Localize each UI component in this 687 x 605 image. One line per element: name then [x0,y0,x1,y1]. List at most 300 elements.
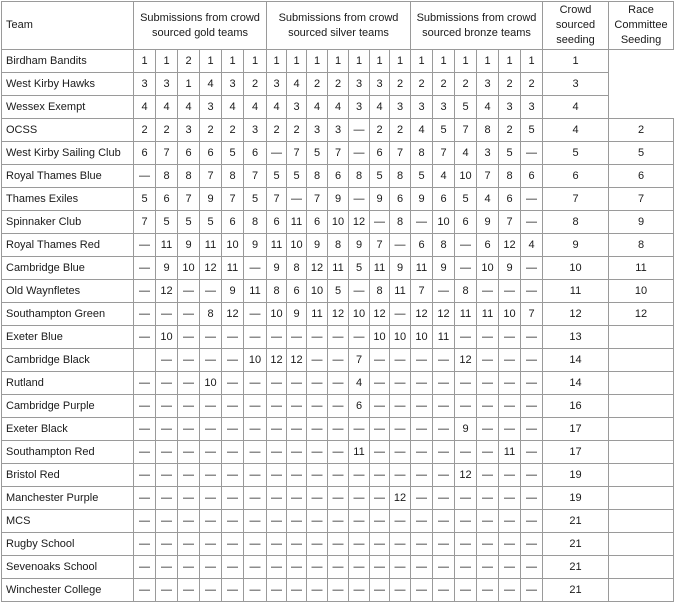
bronze-submission-cell: — [455,257,477,280]
bronze-submission-cell: — [455,441,477,464]
silver-submission-cell: — [390,372,411,395]
bronze-submission-cell: — [455,395,477,418]
bronze-submission-cell: — [411,533,433,556]
gold-submission-cell: — [156,579,178,602]
bronze-submission-cell: — [411,418,433,441]
race-committee-seeding-cell: 12 [609,303,674,326]
bronze-submission-cell: — [521,441,543,464]
bronze-submission-cell: — [477,372,499,395]
gold-submission-cell: — [244,579,267,602]
silver-submission-cell: 7 [349,349,370,372]
silver-submission-cell: 9 [370,188,390,211]
silver-submission-cell: — [307,326,328,349]
bronze-submission-cell: — [521,372,543,395]
bronze-submission-cell: — [521,211,543,234]
bronze-submission-cell: — [433,487,455,510]
race-committee-seeding-cell [609,556,674,579]
silver-submission-cell: 2 [370,119,390,142]
gold-submission-cell: — [200,418,222,441]
silver-submission-cell: — [328,487,349,510]
silver-submission-cell: — [390,533,411,556]
silver-submission-cell: — [390,349,411,372]
gold-submission-cell: — [222,533,244,556]
gold-submission-cell: — [244,441,267,464]
gold-submission-cell: — [178,487,200,510]
gold-submission-cell: — [200,487,222,510]
bronze-submission-cell: 5 [455,188,477,211]
gold-submission-cell: 1 [156,50,178,73]
bronze-submission-cell: 7 [455,119,477,142]
bronze-submission-cell: 1 [455,50,477,73]
silver-submission-cell: — [349,533,370,556]
gold-submission-cell: — [178,418,200,441]
gold-submission-cell: — [200,395,222,418]
gold-submission-cell: — [134,326,156,349]
race-committee-seeding-cell: 6 [609,165,674,188]
silver-submission-cell: — [349,487,370,510]
crowd-seeding-cell: 14 [543,372,609,395]
silver-submission-cell: — [267,372,287,395]
gold-submission-cell: — [156,556,178,579]
silver-submission-cell: — [307,533,328,556]
bronze-submission-cell: 10 [455,165,477,188]
gold-submission-cell: — [244,556,267,579]
silver-submission-cell: 9 [267,257,287,280]
team-name-cell: Exeter Black [2,418,134,441]
gold-submission-cell: 4 [178,96,200,119]
bronze-submission-cell: 4 [477,188,499,211]
bronze-submission-cell: — [433,441,455,464]
silver-submission-cell: — [349,464,370,487]
silver-submission-cell: 12 [370,303,390,326]
bronze-submission-cell: 5 [411,165,433,188]
bronze-submission-cell: — [521,326,543,349]
silver-submission-cell: 10 [267,303,287,326]
silver-submission-cell: — [307,349,328,372]
bronze-submission-cell: — [433,464,455,487]
bronze-submission-cell: — [521,464,543,487]
gold-submission-cell: — [178,280,200,303]
table-row [2,96,674,119]
bronze-submission-cell: — [521,533,543,556]
bronze-submission-cell: 8 [411,142,433,165]
table-row [2,165,674,188]
crowd-seeding-cell: 7 [543,188,609,211]
race-committee-seeding-cell [609,395,674,418]
gold-submission-cell: 7 [200,165,222,188]
bronze-submission-cell: — [521,188,543,211]
gold-submission-cell: 6 [222,211,244,234]
crowd-seeding-cell: 16 [543,395,609,418]
gold-submission-cell: — [200,349,222,372]
team-name-cell: Southampton Green [2,303,134,326]
bronze-submission-cell: 5 [499,142,521,165]
bronze-submission-cell: 8 [433,234,455,257]
race-committee-seeding-cell: 9 [609,211,674,234]
team-name-cell: Wessex Exempt [2,96,134,119]
silver-submission-cell: 9 [287,303,307,326]
silver-submission-cell: 3 [287,96,307,119]
gold-submission-cell: 4 [134,96,156,119]
silver-submission-cell: — [287,395,307,418]
gold-submission-cell: 11 [222,257,244,280]
gold-submission-cell: — [156,533,178,556]
bronze-submission-cell: 11 [411,257,433,280]
bronze-submission-cell: — [521,556,543,579]
bronze-submission-cell: — [455,533,477,556]
bronze-submission-cell: — [499,487,521,510]
table-row [2,441,674,464]
crowd-seeding-cell: 17 [543,418,609,441]
gold-submission-cell: — [222,556,244,579]
gold-submission-cell: — [156,395,178,418]
silver-submission-cell: — [267,510,287,533]
bronze-submission-cell: — [477,556,499,579]
silver-submission-cell: — [287,533,307,556]
gold-submission-cell: 9 [156,257,178,280]
gold-submission-cell: — [178,372,200,395]
silver-submission-cell: — [267,464,287,487]
bronze-submission-cell: — [411,441,433,464]
race-committee-seeding-cell [609,579,674,602]
silver-submission-cell: — [390,234,411,257]
silver-submission-cell: — [370,487,390,510]
gold-submission-cell: — [178,533,200,556]
race-committee-seeding-cell [609,487,674,510]
header-row [2,2,674,50]
silver-submission-cell: — [328,533,349,556]
bronze-submission-cell: 2 [433,73,455,96]
gold-submission-cell: — [178,556,200,579]
bronze-submission-cell: 6 [411,234,433,257]
silver-submission-cell: — [349,579,370,602]
gold-submission-cell: 12 [222,303,244,326]
bronze-submission-cell: — [477,487,499,510]
table-row [2,188,674,211]
crowd-seeding-cell: 11 [543,280,609,303]
silver-submission-cell: 7 [287,142,307,165]
bronze-submission-cell: 3 [390,96,411,119]
silver-submission-cell: 12 [307,257,328,280]
gold-submission-cell: — [244,303,267,326]
silver-submission-cell: — [328,441,349,464]
silver-submission-cell: — [267,556,287,579]
gold-submission-cell: 11 [200,234,222,257]
gold-submission-cell: 4 [244,96,267,119]
silver-submission-cell: 10 [370,326,390,349]
bronze-submission-cell: — [455,510,477,533]
race-committee-seeding-cell: 1 [543,50,609,73]
gold-submission-cell: 10 [222,234,244,257]
bronze-submission-cell: 2 [455,73,477,96]
bronze-submission-cell: 3 [477,142,499,165]
race-committee-seeding-cell [609,326,674,349]
silver-submission-cell: 10 [390,326,411,349]
gold-submission-cell: 3 [178,119,200,142]
bronze-submission-cell: — [411,487,433,510]
bronze-submission-cell: 12 [433,303,455,326]
silver-submission-cell: 6 [370,142,390,165]
gold-submission-cell: 6 [178,142,200,165]
gold-submission-cell: 1 [200,50,222,73]
gold-submission-cell: — [200,533,222,556]
silver-submission-cell: 6 [328,165,349,188]
table-row [2,533,674,556]
bronze-submission-cell: — [411,211,433,234]
table-row [2,142,674,165]
silver-submission-cell: 10 [307,280,328,303]
gold-submission-cell: 9 [244,234,267,257]
silver-submission-cell: 7 [328,142,349,165]
team-name-cell: Royal Thames Blue [2,165,134,188]
silver-submission-cell: — [370,349,390,372]
bronze-submission-cell: — [433,418,455,441]
bronze-submission-cell: — [411,395,433,418]
silver-submission-cell: — [390,441,411,464]
bronze-submission-cell: — [499,510,521,533]
team-name-cell: Rugby School [2,533,134,556]
bronze-submission-cell: 9 [477,211,499,234]
gold-submission-cell: — [244,533,267,556]
silver-submission-cell: — [307,556,328,579]
team-name-cell: Old Waynfletes [2,280,134,303]
table-row [2,487,674,510]
crowd-seeding-cell: 21 [543,579,609,602]
silver-submission-cell: — [349,326,370,349]
bronze-submission-cell: — [433,510,455,533]
race-committee-seeding-cell: 11 [609,257,674,280]
gold-submission-cell: 5 [200,211,222,234]
silver-submission-cell: — [390,464,411,487]
gold-submission-cell: — [178,349,200,372]
gold-submission-cell: 2 [156,119,178,142]
race-committee-seeding-cell [609,372,674,395]
crowd-seeding-cell: 21 [543,556,609,579]
seeding-table [1,1,674,602]
silver-submission-cell: — [349,418,370,441]
silver-submission-cell: — [287,464,307,487]
team-name-cell: West Kirby Sailing Club [2,142,134,165]
bronze-submission-cell: — [433,280,455,303]
gold-submission-cell: 2 [178,50,200,73]
crowd-seeding-cell: 21 [543,533,609,556]
table-row [2,119,674,142]
silver-submission-cell: — [370,579,390,602]
gold-submission-cell: — [134,165,156,188]
bronze-submission-cell: — [477,418,499,441]
bronze-submission-cell: — [455,579,477,602]
gold-submission-cell: — [134,533,156,556]
silver-submission-cell: 8 [267,280,287,303]
table-row [2,326,674,349]
silver-submission-cell: 12 [349,211,370,234]
gold-submission-cell: — [134,487,156,510]
gold-submission-cell: 7 [222,188,244,211]
silver-submission-cell: — [267,533,287,556]
bronze-submission-cell: — [521,418,543,441]
bronze-submission-cell: 7 [499,211,521,234]
gold-submission-cell: — [178,326,200,349]
table-row [2,50,674,73]
bronze-submission-cell: 2 [499,119,521,142]
gold-submission-cell: 1 [222,50,244,73]
gold-submission-cell: 7 [244,165,267,188]
gold-submission-cell: 11 [156,234,178,257]
silver-submission-cell: — [370,533,390,556]
crowd-seeding-cell: 13 [543,326,609,349]
silver-submission-cell: 4 [287,73,307,96]
silver-submission-cell: 6 [390,188,411,211]
bronze-submission-cell: — [477,395,499,418]
gold-submission-cell: 6 [156,188,178,211]
gold-submission-cell: 7 [156,142,178,165]
silver-submission-cell: — [390,579,411,602]
gold-submission-cell: — [222,395,244,418]
silver-submission-cell: 1 [287,50,307,73]
gold-submission-cell: 5 [222,142,244,165]
bronze-submission-cell: — [477,441,499,464]
table-row [2,556,674,579]
gold-submission-cell: — [200,579,222,602]
team-name-cell: Southampton Red [2,441,134,464]
silver-submission-cell: — [390,418,411,441]
silver-submission-cell: 11 [287,211,307,234]
silver-submission-cell: — [328,556,349,579]
crowd-seeding-cell: 4 [543,119,609,142]
bronze-submission-cell: 1 [390,50,411,73]
table-row [2,395,674,418]
silver-submission-cell: 3 [267,73,287,96]
bronze-submission-cell: 11 [455,303,477,326]
silver-submission-cell: 3 [328,119,349,142]
bronze-submission-cell: 8 [499,165,521,188]
gold-submission-cell: 1 [134,50,156,73]
crowd-seeding-cell: 5 [543,142,609,165]
silver-submission-cell: 8 [390,211,411,234]
silver-submission-cell: — [349,188,370,211]
bronze-submission-cell: 12 [499,234,521,257]
gold-submission-cell: 5 [178,211,200,234]
silver-submission-cell: 5 [349,257,370,280]
race-committee-seeding-cell [609,464,674,487]
bronze-submission-cell: 1 [477,50,499,73]
race-committee-seeding-cell [609,533,674,556]
gold-submission-cell: 3 [156,73,178,96]
crowd-seeding-cell: 19 [543,487,609,510]
bronze-submission-cell: — [433,556,455,579]
bronze-submission-cell: 8 [455,280,477,303]
bronze-submission-cell: — [433,395,455,418]
bronze-submission-cell: 3 [433,96,455,119]
silver-submission-cell: 6 [349,395,370,418]
silver-submission-cell: — [328,464,349,487]
race-committee-seeding-cell: 2 [609,119,674,142]
bronze-submission-cell: — [499,326,521,349]
silver-submission-cell: 4 [307,96,328,119]
gold-submission-cell: — [222,441,244,464]
silver-submission-cell: 3 [370,73,390,96]
bronze-submission-cell: — [499,280,521,303]
silver-submission-cell: 4 [267,96,287,119]
bronze-submission-cell: 7 [433,142,455,165]
silver-submission-cell: 10 [287,234,307,257]
silver-submission-cell: — [370,395,390,418]
gold-submission-cell: 8 [178,165,200,188]
silver-submission-cell: 1 [267,50,287,73]
bronze-submission-cell: — [521,487,543,510]
bronze-submission-cell: 4 [433,165,455,188]
silver-submission-cell: 9 [328,188,349,211]
team-name-cell: Birdham Bandits [2,50,134,73]
header-bronze-submissions: Submissions from crowd sourced bronze teams [411,2,543,50]
gold-submission-cell: — [134,395,156,418]
gold-submission-cell: 12 [200,257,222,280]
bronze-submission-cell: 12 [411,303,433,326]
gold-submission-cell: — [156,349,178,372]
table-row [2,372,674,395]
silver-submission-cell: 1 [349,50,370,73]
silver-submission-cell: 8 [390,165,411,188]
silver-submission-cell: — [287,441,307,464]
silver-submission-cell: 5 [267,165,287,188]
bronze-submission-cell: — [477,280,499,303]
gold-submission-cell: 10 [200,372,222,395]
silver-submission-cell: 12 [267,349,287,372]
silver-submission-cell: 7 [307,188,328,211]
silver-submission-cell: 5 [307,142,328,165]
silver-submission-cell: 5 [370,165,390,188]
bronze-submission-cell: 11 [499,441,521,464]
bronze-submission-cell: 5 [455,96,477,119]
silver-submission-cell: — [370,211,390,234]
gold-submission-cell: — [134,418,156,441]
bronze-submission-cell: 4 [477,96,499,119]
silver-submission-cell: — [267,418,287,441]
gold-submission-cell: 1 [244,50,267,73]
silver-submission-cell: — [307,441,328,464]
bronze-submission-cell: 2 [390,73,411,96]
bronze-submission-cell: 1 [499,50,521,73]
gold-submission-cell: — [134,441,156,464]
header-gold-submissions: Submissions from crowd sourced gold teams [134,2,267,50]
bronze-submission-cell: 6 [455,211,477,234]
gold-submission-cell: — [134,280,156,303]
silver-submission-cell: — [349,142,370,165]
gold-submission-cell: 11 [244,280,267,303]
silver-submission-cell: 3 [307,119,328,142]
gold-submission-cell: 6 [244,142,267,165]
bronze-submission-cell: 2 [499,73,521,96]
silver-submission-cell: 11 [390,280,411,303]
race-committee-seeding-cell: 5 [609,142,674,165]
silver-submission-cell: 12 [287,349,307,372]
silver-submission-cell: — [390,556,411,579]
bronze-submission-cell: 6 [433,188,455,211]
bronze-submission-cell: 4 [455,142,477,165]
bronze-submission-cell: 12 [455,349,477,372]
table-row [2,579,674,602]
gold-submission-cell: — [244,418,267,441]
header-race-committee-seeding: Race Committee Seeding [609,2,674,50]
gold-submission-cell: — [134,372,156,395]
bronze-submission-cell: — [499,349,521,372]
silver-submission-cell: — [307,487,328,510]
gold-submission-cell: 7 [178,188,200,211]
bronze-submission-cell: 9 [499,257,521,280]
gold-submission-cell: — [244,257,267,280]
bronze-submission-cell: — [477,326,499,349]
header-silver-submissions: Submissions from crowd sourced silver teams [267,2,411,50]
